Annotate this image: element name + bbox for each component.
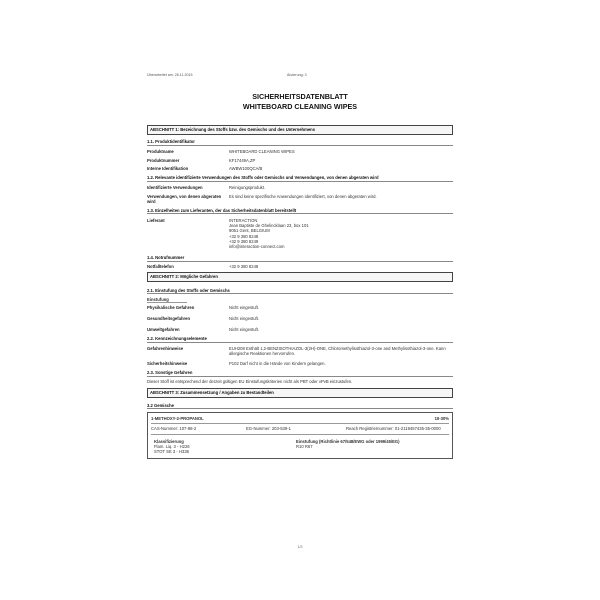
document-title xyxy=(0,92,600,111)
field-label: Produktnummer xyxy=(147,157,180,163)
subsection-1-2: 1.2. Relevante identifizierte Verwendungen des Stoffs oder Gemischs und Verwendungen, von denen abgeraten wird xyxy=(147,175,453,182)
substance-identifiers xyxy=(148,424,452,434)
classification-col xyxy=(154,439,296,454)
field-value: Es sind keine spezifische Anwendungen identifiziert, von denen abgeraten wird. xyxy=(229,193,377,199)
section-3-header: ABSCHNITT 3: Zusammensetzung / Angaben zu Bestandteilen xyxy=(147,388,453,398)
subsection-2-1: 2.1. Einstufung des Stoffs oder Gemischs xyxy=(147,288,453,295)
supplier-address xyxy=(229,218,453,249)
subsection-2-2: 2.2. Kennzeichnungselemente xyxy=(147,336,453,343)
field-value: Nicht eingestuft. xyxy=(229,327,260,333)
field-row xyxy=(147,185,453,190)
substance-percent: 10-30% xyxy=(434,416,449,422)
substance-classification xyxy=(151,434,449,458)
subsection-1-4: 1.4. Notrufnummer xyxy=(147,255,453,262)
field-value: WHITEBOARD CLEANING WIPES xyxy=(229,149,295,155)
field-row xyxy=(147,158,453,163)
field-label: Produktname xyxy=(147,149,174,155)
subsection-2-3: 2.3. Sonstige Gefahren xyxy=(147,370,453,377)
page-number: 1/3 xyxy=(297,545,303,549)
field-row xyxy=(147,264,453,269)
directive-label: Einstufung (Richtlinie 67/548/EWG oder 1999/45/EG) xyxy=(296,439,400,445)
directive-col xyxy=(296,439,446,454)
subsection-1-3: 1.3. Einzelheiten zum Lieferanten, der das Sicherheitsdatenblatt bereitstellt xyxy=(147,208,453,215)
field-label: Gesundheitsgefahren xyxy=(147,316,191,322)
supplier-line: 9051 Gent, BELGIUM xyxy=(229,228,270,234)
field-row xyxy=(147,149,453,154)
field-row xyxy=(147,194,453,204)
subsection-3-2: 3.2 Gemische xyxy=(147,403,453,410)
classification-heading: Einstufung xyxy=(147,297,187,303)
field-value: Nicht eingestuft. xyxy=(229,316,260,322)
section-1-header: ABSCHNITT 1: Bezeichnung des Stoffs bzw. des Gemischs und des Unternehmens xyxy=(147,125,453,135)
field-row xyxy=(147,305,453,310)
eg-number: EG-Nummer: 203-539-1 xyxy=(246,426,291,432)
field-label: Verwendungen, von denen abgeraten wird xyxy=(147,193,222,204)
supplier-email: info@interaction-connect.com xyxy=(229,244,285,250)
substance-name: 1-METHOXY-2-PROPANOL xyxy=(151,416,204,422)
section-2-header: ABSCHNITT 2: Mögliche Gefahren xyxy=(147,272,453,282)
substance-box xyxy=(147,412,453,459)
field-label: Notfalltelefon xyxy=(147,263,174,269)
field-label: Sicherheitshinweise xyxy=(147,361,188,367)
other-hazards-text: Dieser Stoff ist entsprechend der derzeit gültigen EU Einstufungskriterien nicht als PBT oder vPvB einzustufen. xyxy=(147,378,353,384)
revision-date: Überarbeitet am: 26.11.2015 xyxy=(147,73,193,77)
supplier-line: INTERACTION xyxy=(229,218,258,224)
supplier-row xyxy=(147,218,453,249)
document-content xyxy=(147,125,453,459)
supplier-line: +32 9 380 8249 xyxy=(229,238,259,244)
supplier-line: +32 9 380 8248 xyxy=(229,233,259,239)
field-row xyxy=(147,361,453,366)
field-row xyxy=(147,316,453,321)
revision-line xyxy=(147,73,453,77)
field-label: Umweltgefahren xyxy=(147,327,180,333)
substance-title-row xyxy=(148,413,452,421)
revision-number: Änderung: 3 xyxy=(287,73,307,77)
supplier-label: Lieferant xyxy=(147,218,165,224)
subsection-1-1: 1.1. Produktidentifikator xyxy=(147,139,453,146)
reach-number: Reach Registriernummer: 01-2119457435-35-0000 xyxy=(346,426,441,432)
field-label: Identifizierte Verwendungen xyxy=(147,185,203,191)
field-value: Reinigungsprodukt. xyxy=(229,185,266,191)
field-value: KF17449A,ZP xyxy=(229,157,256,163)
field-label: Gefahrenhinweise xyxy=(147,346,184,352)
supplier-line: Jean Baptiste de Ghelincklaan 23, box 101 xyxy=(229,223,309,229)
classification-label: Klassifizierung xyxy=(154,439,184,445)
field-value: EUH208 Enthält 1,2-BENZISOTHIAZOL-3(2H)-ONE, Chloromethylisothiazol-3-one and Methylisothiazol-3-one. Kann allergische Reaktionen hervorrufen. xyxy=(229,346,446,357)
title-line-2: WHITEBOARD CLEANING WIPES xyxy=(242,101,358,111)
field-label: Interne Identifikation xyxy=(147,166,189,172)
title-line-1: SICHERHEITSDATENBLATT xyxy=(252,92,348,101)
classification-line: STOT SE 3 - H336 xyxy=(154,449,189,455)
classification-line: Flam. Liq. 3 - H226 xyxy=(154,444,190,450)
directive-value: R10 R67 xyxy=(296,444,313,450)
field-row xyxy=(147,327,453,332)
field-value: AWBW100QCA/B xyxy=(229,166,263,172)
field-label: Physikalische Gefahren xyxy=(147,305,195,311)
field-value: Nicht eingestuft. xyxy=(229,305,260,311)
cas-number: CAS-Nummer: 107-98-2 xyxy=(151,426,197,432)
field-row xyxy=(147,166,453,171)
field-row xyxy=(147,346,453,356)
field-value: P102 Darf nicht in die Hände von Kindern gelangen. xyxy=(229,361,326,367)
field-value: +32 9 380 8248 xyxy=(229,263,259,269)
